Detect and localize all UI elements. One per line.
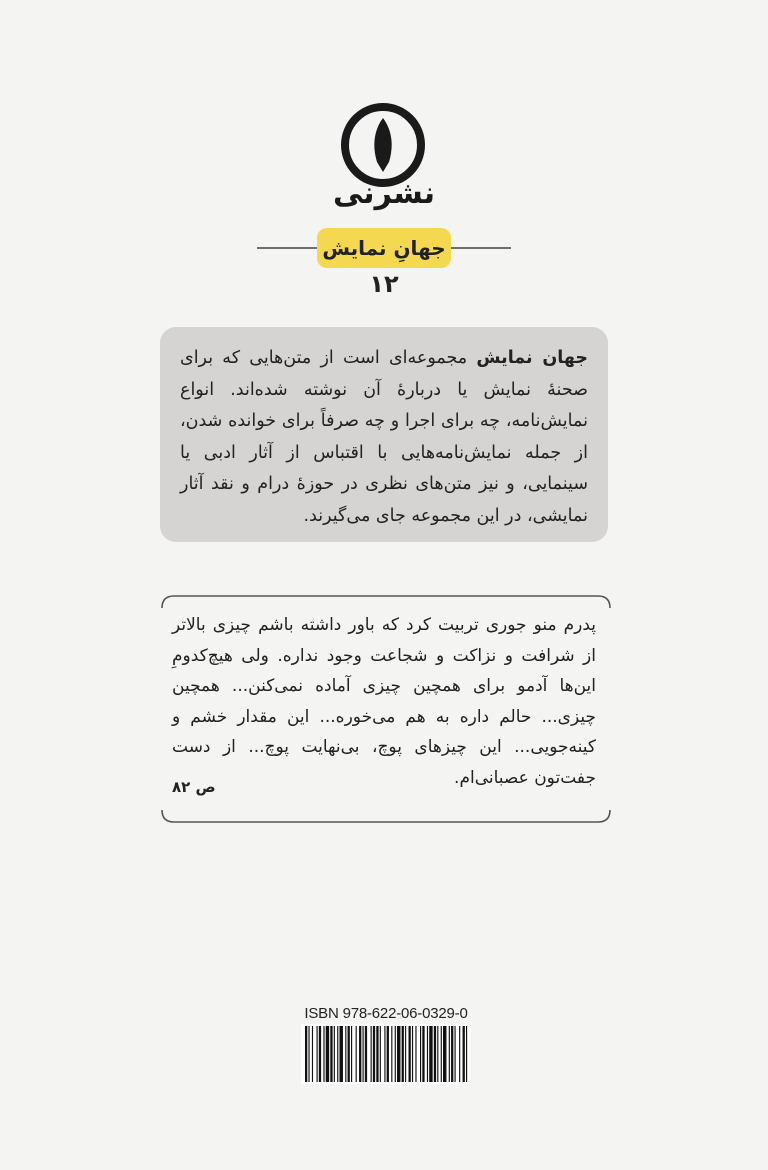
- series-name: جهانِ نمایش: [317, 228, 451, 268]
- barcode-icon: [301, 1024, 471, 1084]
- quote-text: پدرم منو جوری تربیت کرد که باور داشته باشم چیزی بالاتر از شرافت و نزاکت و شجاعت وجود نداره. ولی هیچ‌کدومِ این‌ها آدمو برای همچین چیزی آماده نمی‌کنن... همچین چیزی... حالم داره به هم می‌خوره... این مقدار خشم و کینه‌جویی... این چیزهای پوچ، بی‌نهایت پوچ... از دست جفت‌تون عصبانی‌ام.: [172, 615, 596, 788]
- series-description-lead: جهان نمایش: [476, 348, 589, 368]
- book-quote: [160, 592, 612, 826]
- publisher-name: نشرنی: [332, 176, 436, 211]
- series-description: [160, 327, 608, 542]
- series-description-text: مجموعه‌ای است از متن‌هایی که برای صحنهٔ نمایش یا دربارهٔ آن نوشته شده‌اند. انواع نمایش‌نامه، چه برای اجرا و چه صرفاً برای خوانده شدن، از جمله نمایش‌نامه‌هایی با اقتباس از آثار ادبی یا سینمایی، و نیز متن‌های نظری در حوزهٔ درام و نقد آثار نمایشی، در این مجموعه جای می‌گیرند.: [180, 348, 588, 526]
- isbn-number: ISBN 978-622-06-0329-0: [304, 1005, 468, 1022]
- series-number: ۱۲: [369, 270, 399, 298]
- series-divider-right: [451, 247, 511, 249]
- series-label: [0, 228, 768, 268]
- quote-page-reference: ص ۸۲: [172, 778, 216, 796]
- series-divider-left: [257, 247, 317, 249]
